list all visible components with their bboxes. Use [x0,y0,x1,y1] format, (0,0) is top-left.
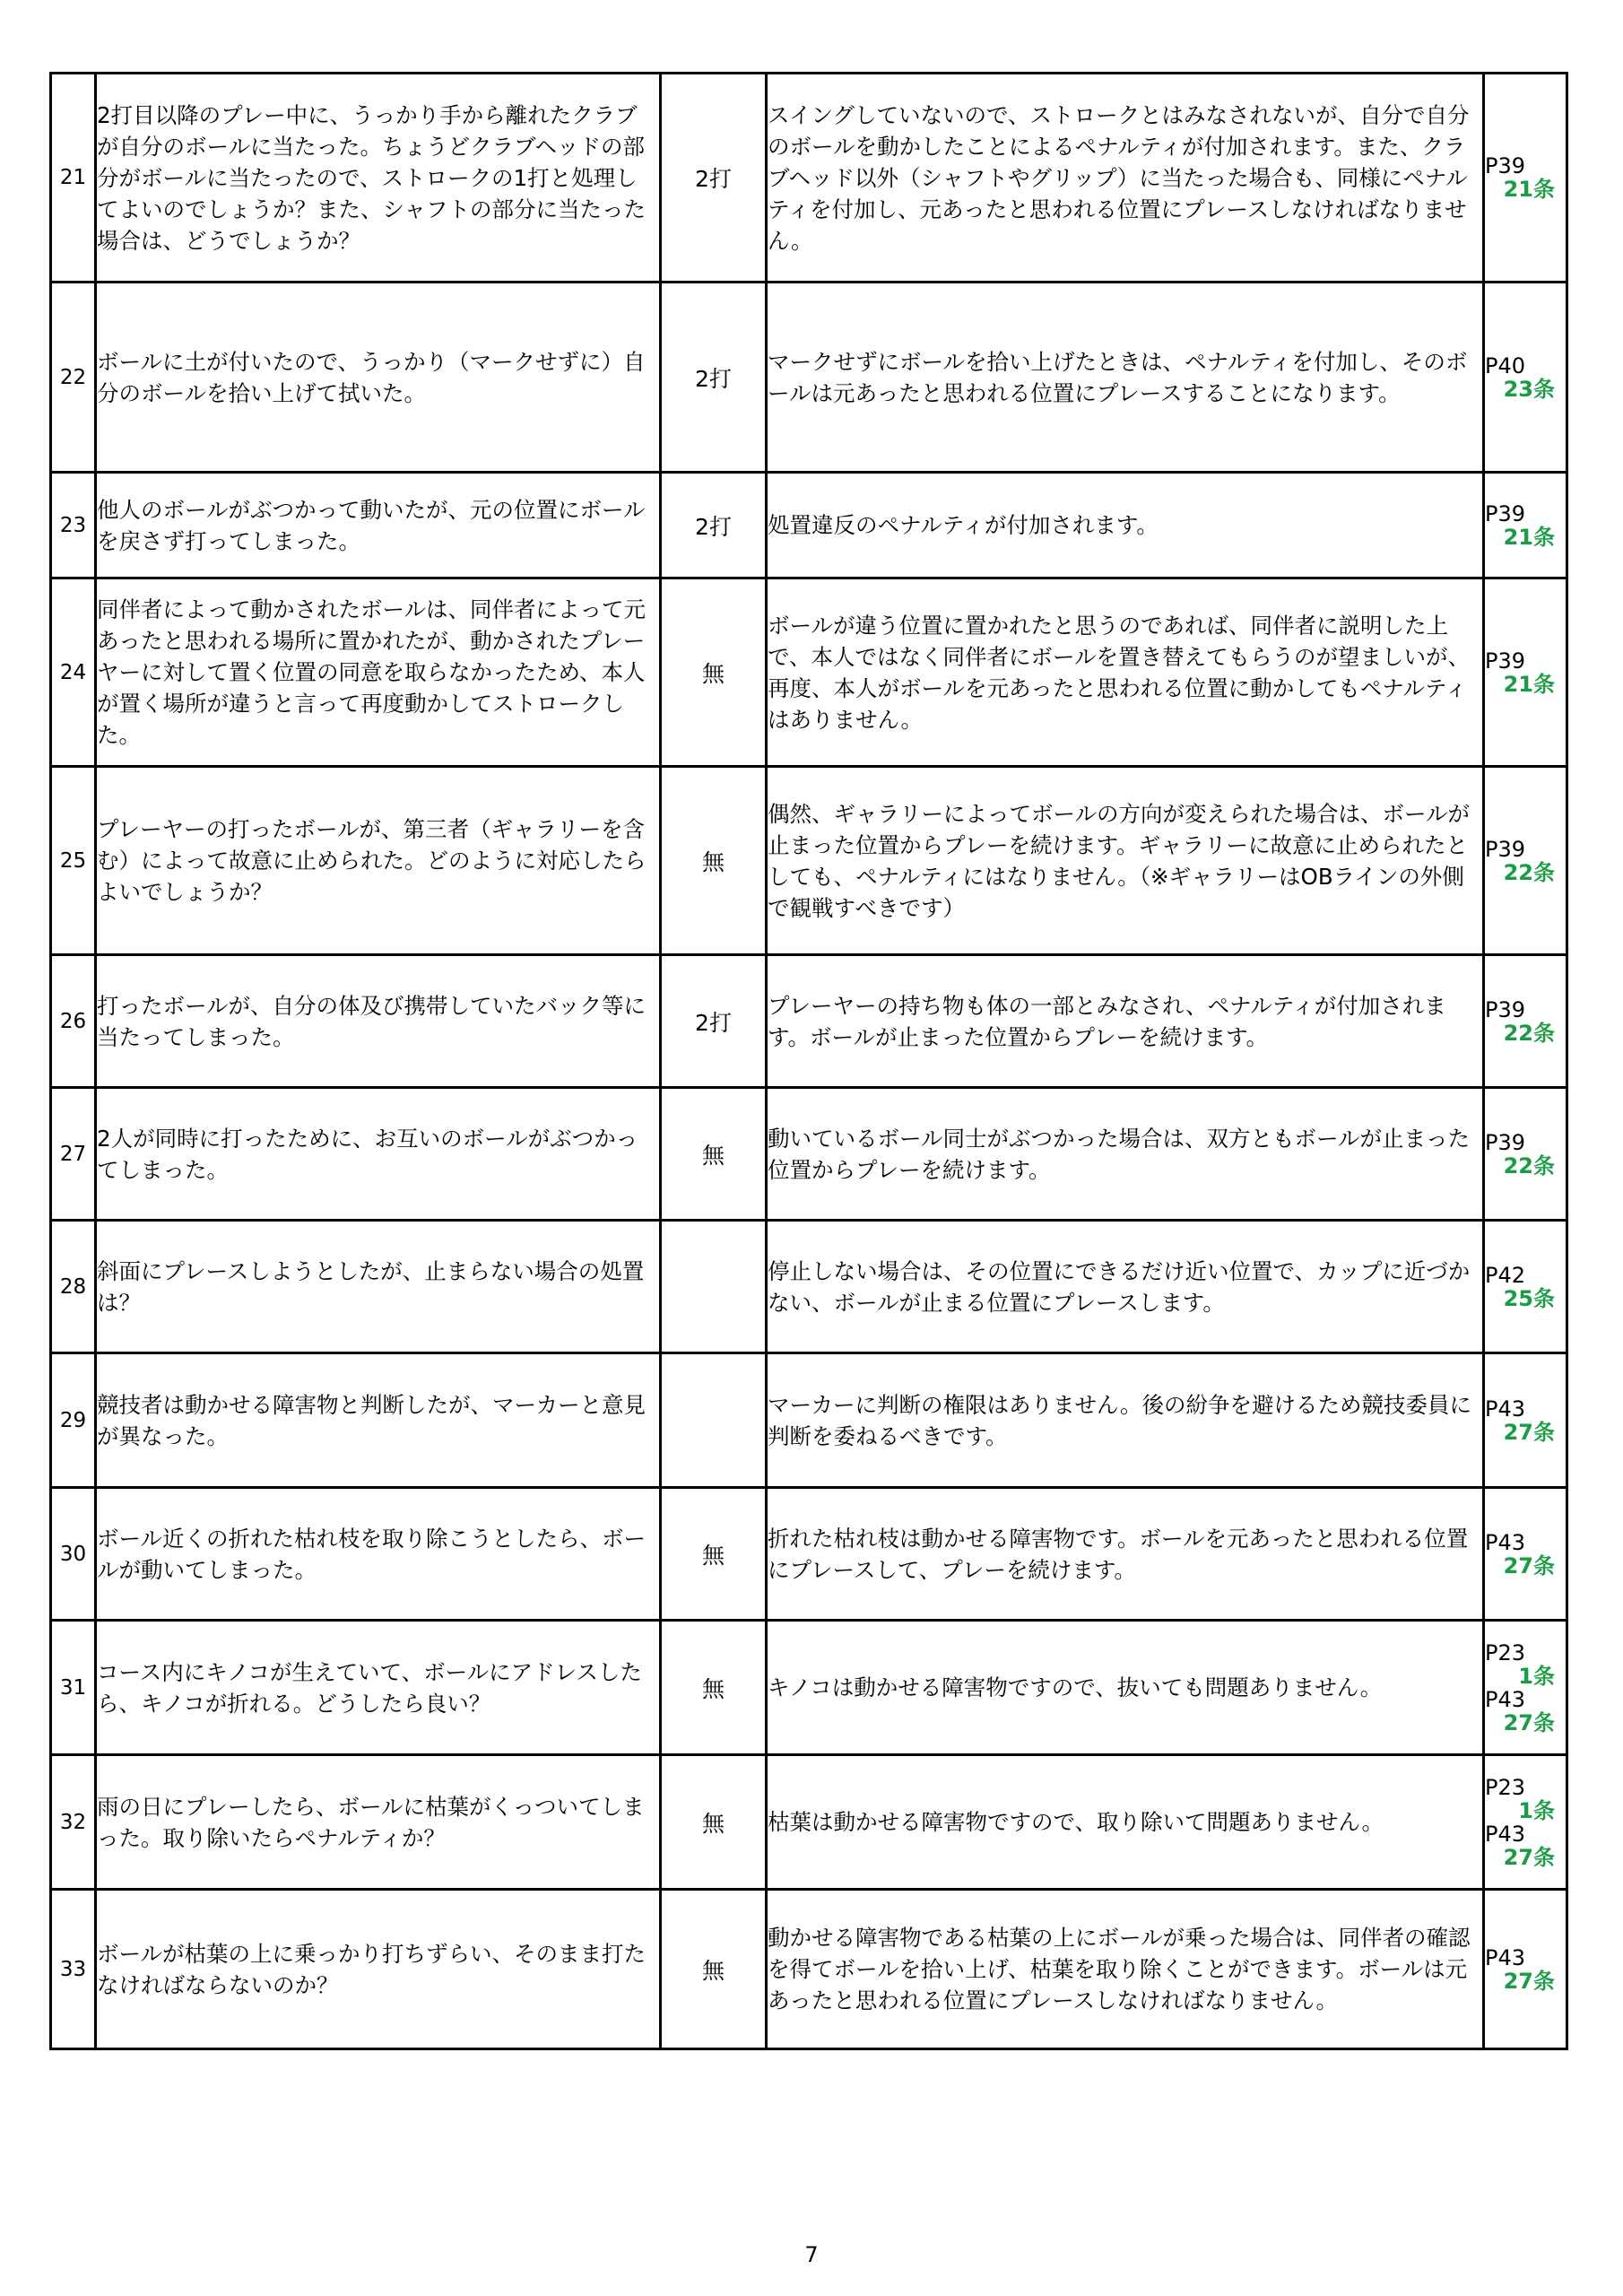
rule-reference [1484,955,1567,1088]
reference-rule: 27条 [1503,1419,1555,1445]
reference-page: P43 [1485,1396,1526,1422]
answer-text: キノコは動かせる障害物ですので、抜いても問題ありません。 [767,1621,1484,1755]
reference-rule: 1条 [1518,1797,1555,1823]
question-text: コース内にキノコが生えていて、ボールにアドレスしたら、キノコが折れる。どうしたら良い？ [96,1621,661,1755]
penalty-strokes: 2打 [661,283,767,473]
question-text: 同伴者によって動かされたボールは、同伴者によって元あったと思われる場所に置かれたが、動かされたプレーヤーに対して置く位置の同意を取らなかったため、本人が置く場所が違うと言って再度動かしてストロークした。 [96,578,661,767]
question-number: 29 [51,1353,96,1488]
reference-page: P23 [1485,1639,1526,1665]
rule-reference [1484,1088,1567,1221]
penalty-strokes [661,1221,767,1353]
penalty-strokes: 2打 [661,955,767,1088]
question-text: 他人のボールがぶつかって動いたが、元の位置にボールを戻さず打ってしまった。 [96,473,661,578]
faq-row [51,283,1567,473]
reference-rule: 22条 [1503,859,1555,885]
question-text: 斜面にプレースしようとしたが、止まらない場合の処置は？ [96,1221,661,1353]
faq-table-body [51,74,1567,2049]
question-number: 22 [51,283,96,473]
faq-row [51,1755,1567,1890]
question-text: 打ったボールが、自分の体及び携帯していたバック等に当たってしまった。 [96,955,661,1088]
penalty-strokes: 無 [661,1890,767,2049]
reference-page: P40 [1485,352,1526,378]
reference-page: P43 [1485,1686,1526,1712]
penalty-strokes [661,1353,767,1488]
reference-rule: 22条 [1503,1152,1555,1178]
question-text: ボールに土が付いたので、うっかり（マークせずに）自分のボールを拾い上げて拭いた。 [96,283,661,473]
rule-reference [1484,578,1567,767]
rule-reference [1484,1488,1567,1621]
question-number: 30 [51,1488,96,1621]
penalty-strokes: 無 [661,1488,767,1621]
faq-row [51,1890,1567,2049]
reference-rule: 27条 [1503,1709,1555,1735]
faq-row [51,473,1567,578]
reference-rule: 22条 [1503,1020,1555,1046]
answer-text: 偶然、ギャラリーによってボールの方向が変えられた場合は、ボールが止まった位置からプレーを続けます。ギャラリーに故意に止められたとしても、ペナルティにはなりません。（※ギャラリーはOBラインの外側で観戦すべきです） [767,767,1484,955]
question-number: 23 [51,473,96,578]
reference-rule: 25条 [1503,1285,1555,1311]
page-number: 7 [804,2242,819,2267]
penalty-strokes: 無 [661,1088,767,1221]
rules-faq-table [49,72,1568,2050]
rule-reference [1484,473,1567,578]
penalty-strokes: 2打 [661,473,767,578]
reference-page: P43 [1485,1529,1526,1555]
question-text: 雨の日にプレーしたら、ボールに枯葉がくっついてしまった。取り除いたらペナルティか？ [96,1755,661,1890]
question-number: 24 [51,578,96,767]
reference-page: P39 [1485,1129,1526,1155]
question-number: 21 [51,74,96,283]
answer-text: 動かせる障害物である枯葉の上にボールが乗った場合は、同伴者の確認を得てボールを拾い上げ、枯葉を取り除くことができます。ボールは元あったと思われる位置にプレースしなければなりません。 [767,1890,1484,2049]
rule-reference [1484,767,1567,955]
penalty-strokes: 無 [661,578,767,767]
reference-rule: 27条 [1503,1968,1555,1994]
question-text: 2打目以降のプレー中に、うっかり手から離れたクラブが自分のボールに当たった。ちょうどクラブヘッドの部分がボールに当たったので、ストロークの1打と処理してよいのでしょうか？また、シャフトの部分に当たった場合は、どうでしょうか？ [96,74,661,283]
question-number: 31 [51,1621,96,1755]
faq-row [51,955,1567,1088]
answer-text: マークせずにボールを拾い上げたときは、ペナルティを付加し、そのボールは元あったと思われる位置にプレースすることになります。 [767,283,1484,473]
question-text: ボール近くの折れた枯れ枝を取り除こうとしたら、ボールが動いてしまった。 [96,1488,661,1621]
faq-row [51,1488,1567,1621]
penalty-strokes: 無 [661,1755,767,1890]
penalty-strokes: 2打 [661,74,767,283]
faq-row [51,1621,1567,1755]
question-text: 競技者は動かせる障害物と判断したが、マーカーと意見が異なった。 [96,1353,661,1488]
answer-text: 停止しない場合は、その位置にできるだけ近い位置で、カップに近づかない、ボールが止まる位置にプレースします。 [767,1221,1484,1353]
faq-row [51,578,1567,767]
reference-page: P23 [1485,1774,1526,1800]
answer-text: 処置違反のペナルティが付加されます。 [767,473,1484,578]
rule-reference [1484,283,1567,473]
question-number: 33 [51,1890,96,2049]
reference-rule: 27条 [1503,1844,1555,1870]
penalty-strokes: 無 [661,767,767,955]
reference-rule: 23条 [1503,376,1555,402]
reference-rule: 21条 [1503,177,1555,202]
faq-row [51,767,1567,955]
answer-text: プレーヤーの持ち物も体の一部とみなされ、ペナルティが付加されます。ボールが止まった位置からプレーを続けます。 [767,955,1484,1088]
reference-page: P43 [1485,1821,1526,1847]
faq-row [51,74,1567,283]
reference-page: P39 [1485,996,1526,1022]
question-number: 26 [51,955,96,1088]
penalty-strokes: 無 [661,1621,767,1755]
reference-rule: 21条 [1503,671,1555,697]
reference-page: P42 [1485,1262,1526,1288]
answer-text: 折れた枯れ枝は動かせる障害物です。ボールを元あったと思われる位置にプレースして、プレーを続けます。 [767,1488,1484,1621]
reference-page: P39 [1485,836,1526,862]
question-number: 25 [51,767,96,955]
reference-page: P39 [1485,648,1526,674]
rule-reference [1484,1353,1567,1488]
reference-rule: 21条 [1503,524,1555,550]
answer-text: マーカーに判断の権限はありません。後の紛争を避けるため競技委員に判断を委ねるべきです。 [767,1353,1484,1488]
reference-page: P39 [1485,153,1526,178]
reference-rule: 1条 [1518,1663,1555,1689]
rule-reference [1484,1890,1567,2049]
rule-reference [1484,74,1567,283]
faq-row [51,1088,1567,1221]
rule-reference [1484,1221,1567,1353]
reference-rule: 27条 [1503,1552,1555,1578]
question-number: 28 [51,1221,96,1353]
question-text: ボールが枯葉の上に乗っかり打ちずらい、そのまま打たなければならないのか？ [96,1890,661,2049]
answer-text: 動いているボール同士がぶつかった場合は、双方ともボールが止まった位置からプレーを続けます。 [767,1088,1484,1221]
question-number: 27 [51,1088,96,1221]
answer-text: ボールが違う位置に置かれたと思うのであれば、同伴者に説明した上で、本人ではなく同伴者にボールを置き替えてもらうのが望ましいが、再度、本人がボールを元あったと思われる位置に動かしてもペナルティはありません。 [767,578,1484,767]
answer-text: スイングしていないので、ストロークとはみなされないが、自分で自分のボールを動かしたことによるペナルティが付加されます。また、クラブヘッド以外（シャフトやグリップ）に当たった場合も、同様にペナルティを付加し、元あったと思われる位置にプレースしなければなりません。 [767,74,1484,283]
faq-row [51,1221,1567,1353]
rule-reference [1484,1621,1567,1755]
reference-page: P43 [1485,1944,1526,1970]
faq-row [51,1353,1567,1488]
question-number: 32 [51,1755,96,1890]
reference-page: P39 [1485,500,1526,526]
answer-text: 枯葉は動かせる障害物ですので、取り除いて問題ありません。 [767,1755,1484,1890]
question-text: 2人が同時に打ったために、お互いのボールがぶつかってしまった。 [96,1088,661,1221]
question-text: プレーヤーの打ったボールが、第三者（ギャラリーを含む）によって故意に止められた。どのように対応したらよいでしょうか？ [96,767,661,955]
rule-reference [1484,1755,1567,1890]
